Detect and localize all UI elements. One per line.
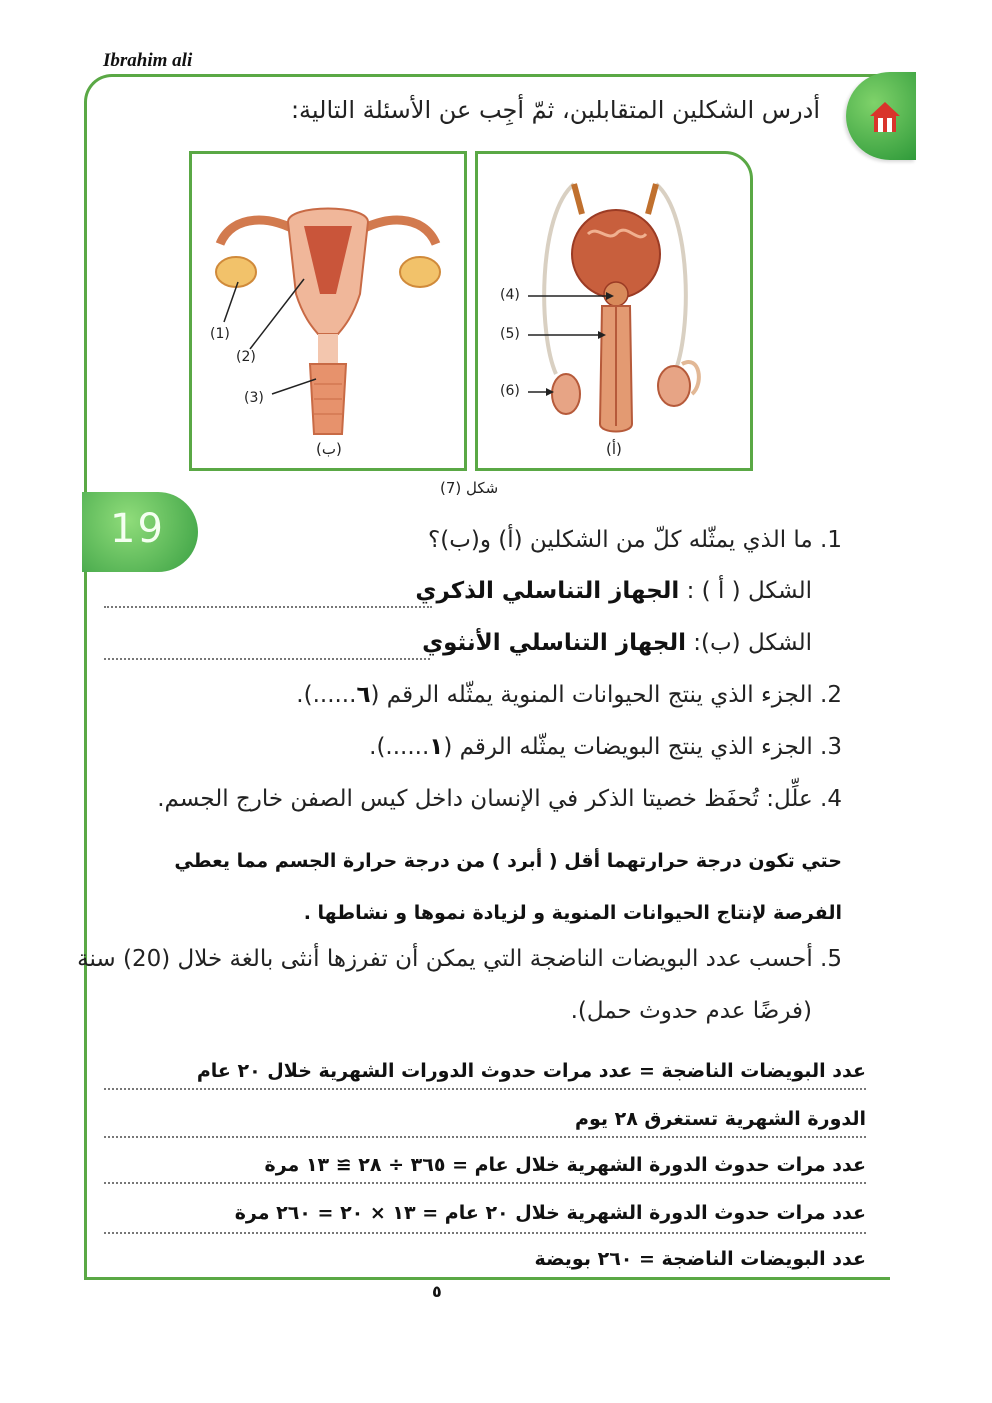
q4-answer-line-1: حتي تكون درجة حرارتهما أقل ( أبرد ) من درجة حرارة الجسم مما يعطي	[174, 850, 842, 872]
caption-b: (ب)	[316, 440, 342, 458]
caption-a: (أ)	[606, 440, 622, 458]
question-2: 2. الجزء الذي ينتج الحيوانات المنوية يمثّله الرقم (٦......).	[296, 682, 842, 708]
page-badge-number: 19	[110, 506, 165, 552]
answer-line	[104, 1182, 866, 1184]
label-6: (6)	[500, 383, 520, 399]
author-name: Ibrahim ali	[103, 50, 193, 71]
q5-answer-1: عدد البويضات الناضجة = عدد مرات حدوث الدورات الشهرية خلال ٢٠ عام	[196, 1060, 866, 1082]
q1a-label: الشكل ( أ ) :	[686, 578, 812, 604]
answer-line	[104, 1088, 866, 1090]
label-1: (1)	[210, 326, 230, 342]
q3-answer: ١	[429, 734, 444, 760]
q5-answer-2: الدورة الشهرية تستغرق ٢٨ يوم	[575, 1108, 866, 1130]
q1a-answer: الجهاز التناسلي الذكري	[415, 578, 680, 604]
q1b-label: الشكل (ب):	[693, 630, 812, 656]
label-5: (5)	[500, 326, 520, 342]
answer-line	[104, 1232, 866, 1234]
q5-answer-4: عدد مرات حدوث الدورة الشهرية خلال ٢٠ عام = ١٣ × ٢٠ = ٢٦٠ مرة	[234, 1202, 866, 1224]
label-3: (3)	[244, 390, 264, 406]
figure-female	[189, 151, 467, 471]
q5-answer-5: عدد البويضات الناضجة = ٢٦٠ بويضة	[534, 1248, 866, 1270]
question-1: 1. ما الذي يمثّله كلّ من الشكلين (أ) و(ب)؟	[428, 527, 842, 553]
question-5-line-2: (فرضًا عدم حدوث حمل).	[570, 998, 812, 1024]
q1b-row	[422, 630, 812, 656]
q5-answer-3: عدد مرات حدوث الدورة الشهرية خلال عام = ٣٦٥ ÷ ٢٨ ≅ ١٣ مرة	[264, 1154, 866, 1176]
answer-line	[104, 606, 432, 608]
page-number-badge	[82, 492, 198, 572]
page-number: ٥	[432, 1282, 442, 1301]
answer-line	[104, 1136, 866, 1138]
q1a-row	[415, 578, 812, 604]
label-2: (2)	[236, 349, 256, 365]
q4-answer-line-2: الفرصة لإنتاج الحيوانات المنوية و لزيادة نموها و نشاطها .	[303, 902, 842, 924]
question-3: 3. الجزء الذي ينتج البويضات يمثّله الرقم (١......).	[369, 734, 842, 760]
label-4: (4)	[500, 287, 520, 303]
instruction-heading: أدرس الشكلين المتقابلين، ثمّ أجِب عن الأسئلة التالية:	[290, 96, 820, 124]
answer-line	[104, 658, 430, 660]
figure-male	[475, 151, 753, 471]
male-reproductive-illustration	[478, 154, 750, 468]
figure-title: شكل (7)	[440, 479, 499, 497]
house-icon	[868, 100, 902, 134]
female-reproductive-illustration	[192, 154, 464, 468]
question-5-line-1: 5. أحسب عدد البويضات الناضجة التي يمكن أن تفرزها أنثى بالغة خلال (20) سنة	[77, 946, 842, 972]
question-4: 4. علِّل: تُحفَظ خصيتا الذكر في الإنسان داخل كيس الصفن خارج الجسم.	[157, 786, 842, 812]
q1b-answer: الجهاز التناسلي الأنثوي	[422, 630, 686, 656]
q2-answer: ٦	[356, 682, 371, 708]
